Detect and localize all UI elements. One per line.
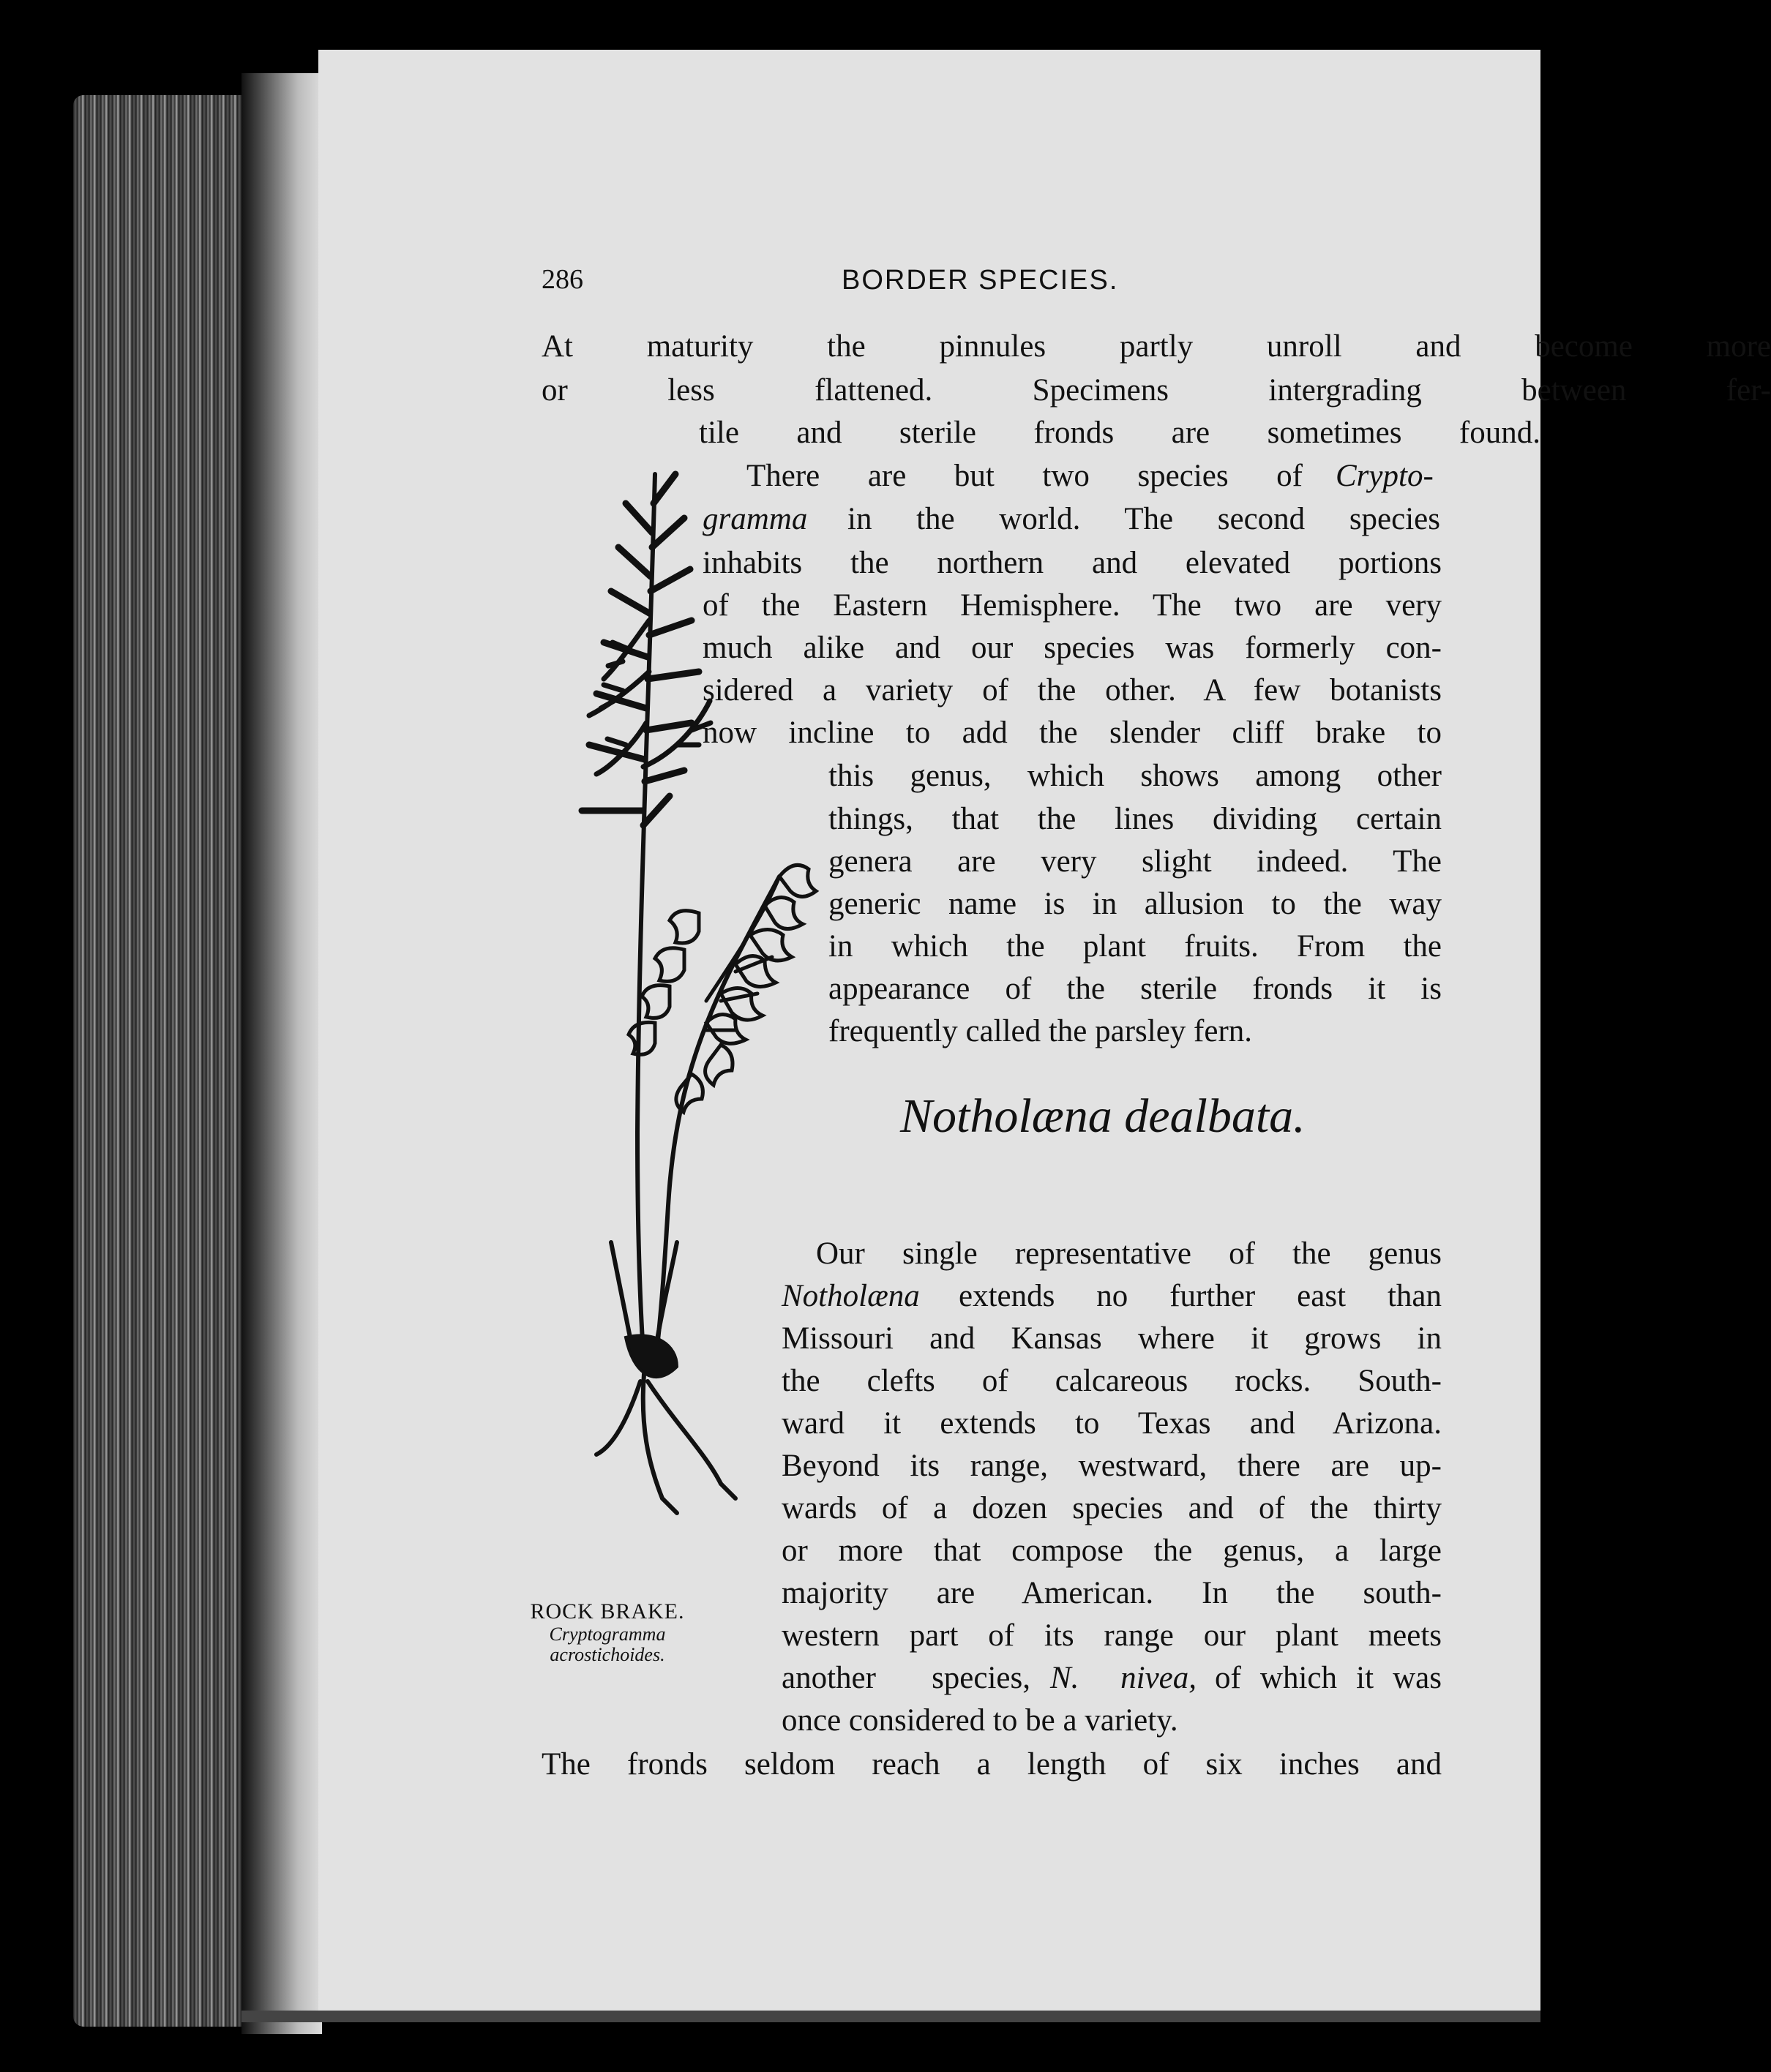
text-line: appearance of the sterile fronds it is bbox=[828, 972, 1442, 1006]
text-line: ward it extends to Texas and Arizona. bbox=[782, 1406, 1442, 1441]
text-line: wards of a dozen species and of the thirty bbox=[782, 1491, 1442, 1525]
text-line: this genus, which shows among other bbox=[828, 759, 1442, 793]
text-line-italic: N. nivea, bbox=[1050, 1661, 1197, 1695]
book-page bbox=[318, 50, 1771, 2011]
text-line: tile and sterile fronds are sometimes found. bbox=[699, 416, 1540, 450]
text-line: sidered a variety of the other. A few botanists bbox=[703, 673, 1442, 707]
text-line: of which it was bbox=[1215, 1661, 1442, 1695]
text-line: or less flattened. Specimens intergrading between fer- bbox=[542, 373, 1771, 408]
section-heading: Notholæna dealbata. bbox=[900, 1089, 1306, 1143]
text-line: much alike and our species was formerly con- bbox=[703, 631, 1442, 665]
page-number: 286 bbox=[542, 264, 583, 295]
text-line-italic: gramma bbox=[703, 502, 808, 536]
text-line: another species, bbox=[782, 1661, 1030, 1695]
book-gutter-shadow bbox=[242, 73, 322, 2034]
text-line: now incline to add the slender cliff brake to bbox=[703, 716, 1442, 750]
figure-caption bbox=[505, 1599, 710, 1665]
text-line: or more that compose the genus, a large bbox=[782, 1534, 1442, 1568]
page-bottom-edge bbox=[242, 2011, 1540, 2022]
text-line: extends no further east than bbox=[959, 1279, 1442, 1313]
text-line-italic: Crypto- bbox=[1336, 459, 1434, 493]
text-line: inhabits the northern and elevated portions bbox=[703, 546, 1442, 580]
text-line: There are but two species of bbox=[746, 459, 1303, 493]
running-title: BORDER SPECIES. bbox=[842, 265, 1119, 296]
text-line: in which the plant fruits. From the bbox=[828, 929, 1442, 964]
caption-title: ROCK BRAKE. bbox=[530, 1599, 685, 1624]
text-line: of the Eastern Hemisphere. The two are very bbox=[703, 588, 1442, 623]
text-line: once considered to be a variety. bbox=[782, 1703, 1178, 1738]
text-line-italic: Notholæna bbox=[782, 1279, 920, 1313]
text-line: Our single representative of the genus bbox=[816, 1236, 1442, 1271]
text-line: Missouri and Kansas where it grows in bbox=[782, 1321, 1442, 1356]
rock-brake-fern-illustration bbox=[457, 401, 926, 1645]
text-line: in the world. The second species bbox=[847, 502, 1440, 536]
running-head bbox=[318, 262, 1540, 306]
text-line: frequently called the parsley fern. bbox=[828, 1014, 1253, 1048]
text-line: The fronds seldom reach a length of six inches and bbox=[542, 1747, 1442, 1782]
caption-scientific-name: Cryptogramma bbox=[549, 1624, 666, 1645]
text-line: majority are American. In the south- bbox=[782, 1576, 1442, 1610]
text-line: At maturity the pinnules partly unroll and become more bbox=[542, 329, 1771, 364]
text-line: Beyond its range, westward, there are up- bbox=[782, 1449, 1442, 1483]
caption-scientific-name: acrostichoides. bbox=[550, 1644, 665, 1665]
text-line: generic name is in allusion to the way bbox=[828, 887, 1442, 921]
text-line: genera are very slight indeed. The bbox=[828, 844, 1442, 879]
text-line: the clefts of calcareous rocks. South- bbox=[782, 1364, 1442, 1398]
text-line: western part of its range our plant meets bbox=[782, 1618, 1442, 1653]
text-line: things, that the lines dividing certain bbox=[828, 802, 1442, 836]
